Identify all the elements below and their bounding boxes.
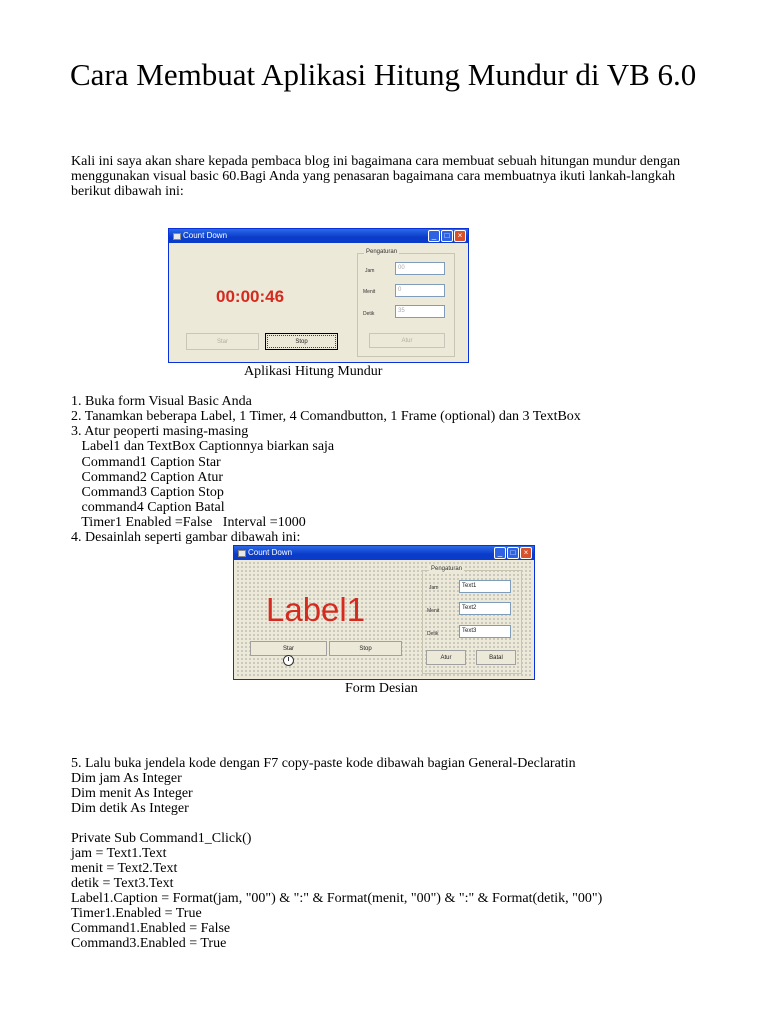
step-line: Timer1 Enabled =False Interval =1000 [71,515,306,530]
start-button: Star [250,641,327,656]
label-jam: Jam [429,585,439,591]
step-line: command4 Caption Batal [71,500,225,515]
close-icon: × [520,547,532,559]
app-window-screenshot [168,228,469,363]
app-window-icon [173,233,181,240]
code-line: Private Sub Command1_Click() [71,831,252,846]
design-window-titlebar [234,546,534,560]
code-line: detik = Text3.Text [71,876,174,891]
start-button: Star [186,333,259,350]
settings-frame-label: Pengaturan [366,249,398,255]
atur-button: Atur [426,650,466,665]
page-title: Cara Membuat Aplikasi Hitung Mundur di VB 6.0 [70,57,697,92]
minimize-icon: _ [494,547,506,559]
text2-textbox: Text2 [459,602,511,615]
jam-textbox: 00 [395,262,445,275]
batal-button: Batal [476,650,516,665]
step-line: Command1 Caption Star [71,455,221,470]
step-line: 1. Buka form Visual Basic Anda [71,394,252,409]
label-detik: Detik [427,631,439,637]
detik-textbox: 35 [395,305,445,318]
atur-button: Atur [369,333,445,348]
text1-textbox: Text1 [459,580,511,593]
stop-button: Stop [265,333,338,350]
code-line: Command1.Enabled = False [71,921,231,936]
stopwatch-icon [283,655,294,666]
maximize-icon: □ [441,230,453,242]
design-window-screenshot [233,545,535,680]
code-line: Dim jam As Integer [71,771,182,786]
countdown-display: 00:00:46 [216,287,285,306]
app-window-client [171,244,466,360]
code-line: Dim detik As Integer [71,801,189,816]
menit-textbox: 0 [395,284,445,297]
minimize-icon: _ [428,230,440,242]
intro-paragraph: Kali ini saya akan share kepada pembaca blog ini bagaimana cara membuat sebuah hitungan mundur dengan menggunakan visual basic 60.Bagi Anda yang penasaran bagaimana cara membuatnya ikuti lankah-langkah berikut dibawah ini: [71,154,681,199]
design-window-client [236,561,532,677]
step-line: 3. Atur peoperti masing-masing [71,424,249,439]
label-jam: Jam [365,268,375,274]
code-line: Command3.Enabled = True [71,936,227,951]
code-line: menit = Text2.Text [71,861,178,876]
stop-button: Stop [329,641,402,656]
settings-frame-label: Pengaturan [431,566,463,572]
app-window-icon [238,550,246,557]
code-line: Label1.Caption = Format(jam, "00") & ":" & Format(menit, "00") & ":" & Format(detik, "00") [71,891,603,906]
app-window-titlebar [169,229,468,243]
step-line: Label1 dan TextBox Captionnya biarkan saja [71,439,335,454]
code-line: 5. Lalu buka jendela kode dengan F7 copy-paste kode dibawah bagian General-Declaratin [71,756,576,771]
code-line: Timer1.Enabled = True [71,906,202,921]
figure-caption-app: Aplikasi Hitung Mundur [244,364,383,379]
app-window-title: Count Down [183,231,228,240]
label1-display: Label1 [266,591,366,628]
code-line: Dim menit As Integer [71,786,193,801]
maximize-icon: □ [507,547,519,559]
figure-caption-design: Form Desian [345,681,418,696]
code-line: jam = Text1.Text [71,846,167,861]
label-menit: Menit [427,608,440,614]
step-line: 2. Tanamkan beberapa Label, 1 Timer, 4 Comandbutton, 1 Frame (optional) dan 3 TextBox [71,409,581,424]
design-window-title: Count Down [248,548,293,557]
close-icon: × [454,230,466,242]
step-line: Command3 Caption Stop [71,485,224,500]
text3-textbox: Text3 [459,625,511,638]
step-line: Command2 Caption Atur [71,470,224,485]
label-menit: Menit [363,289,376,295]
label-detik: Detik [363,311,375,317]
step-line: 4. Desainlah seperti gambar dibawah ini: [71,530,301,545]
